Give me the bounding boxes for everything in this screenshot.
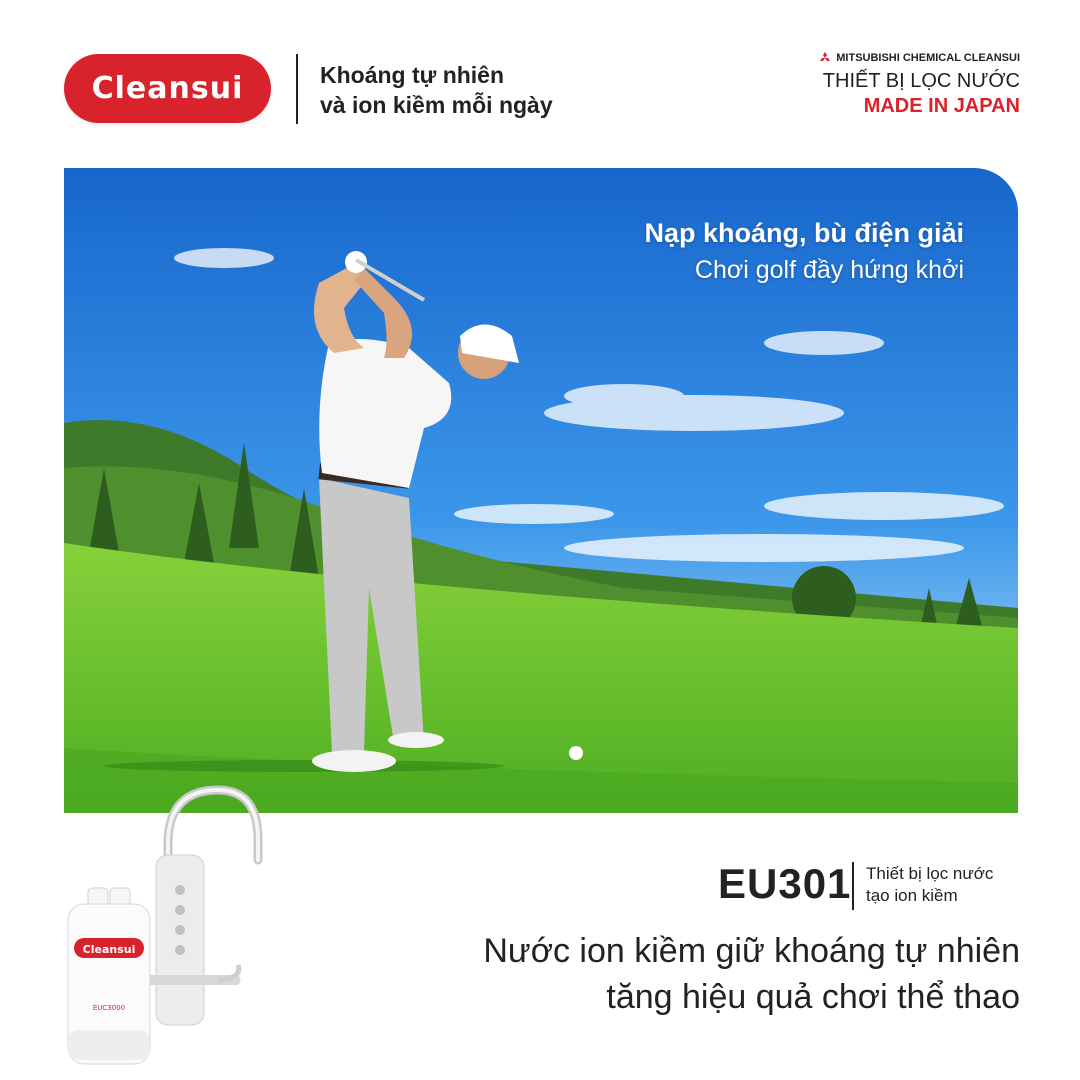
cleansui-logo	[64, 54, 271, 123]
made-in-japan-label: MADE IN JAPAN	[863, 95, 1020, 117]
slogan	[483, 928, 1020, 1020]
cartridge-code: EUC3000	[92, 1004, 126, 1012]
faucet-and-cartridge	[58, 780, 278, 1070]
hero-golf-image	[64, 168, 1018, 813]
parent-company: MITSUBISHI CHEMICAL CLEANSUI	[836, 52, 1020, 64]
model-desc-line2: tạo ion kiềm	[866, 886, 958, 905]
slogan-line1: Nước ion kiềm giữ khoáng tự nhiên	[483, 932, 1020, 970]
product-type-label: THIẾT BỊ LỌC NƯỚC	[822, 70, 1020, 92]
logo-text: Cleansui	[91, 71, 244, 106]
model-number: EU301	[718, 860, 852, 907]
mitsubishi-row	[818, 52, 1020, 64]
hero-headline: Nạp khoáng, bù điện giải	[644, 218, 964, 248]
tagline-line2: và ion kiềm mỗi ngày	[320, 92, 553, 118]
cartridge-logo: Cleansui	[82, 943, 136, 956]
slogan-line2: tăng hiệu quả chơi thể thao	[606, 978, 1020, 1016]
mitsubishi-diamonds-icon	[818, 52, 832, 64]
tagline-line1: Khoáng tự nhiên	[320, 62, 505, 88]
model-desc-line1: Thiết bị lọc nước	[866, 864, 994, 883]
brand-tagline	[320, 60, 553, 120]
model-divider	[852, 862, 854, 910]
manufacturer-block	[818, 52, 1020, 118]
header-divider	[296, 54, 298, 124]
model-description	[866, 863, 993, 907]
product-image	[58, 780, 278, 1075]
hero-subheadline: Chơi golf đầy hứng khởi	[694, 256, 964, 284]
